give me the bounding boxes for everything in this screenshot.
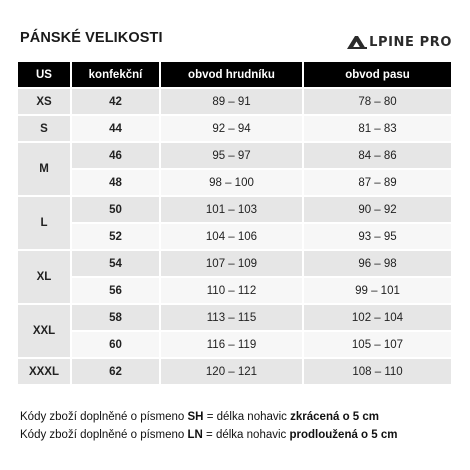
- waist-cell: 105 – 107: [304, 330, 451, 357]
- waist-cell: 96 – 98: [304, 249, 451, 276]
- table-row: [18, 222, 451, 249]
- alpine-pro-mountain-a-icon: [346, 34, 368, 50]
- table-row: [18, 249, 451, 276]
- note-emphasis: zkrácená o 5 cm: [290, 411, 379, 423]
- chest-cell: 120 – 121: [161, 357, 304, 384]
- table-row: [18, 114, 451, 141]
- us-size-cell: M: [18, 141, 72, 195]
- waist-cell: 108 – 110: [304, 357, 451, 384]
- table-row: [18, 276, 451, 303]
- note-line: [20, 408, 398, 426]
- waist-cell: 99 – 101: [304, 276, 451, 303]
- chest-cell: 95 – 97: [161, 141, 304, 168]
- konfekcni-cell: 62: [72, 357, 161, 384]
- konfekcni-cell: 56: [72, 276, 161, 303]
- note-middle: = délka nohavic: [202, 429, 290, 441]
- table-row: [18, 87, 451, 114]
- konfekcni-cell: 42: [72, 87, 161, 114]
- size-table: [18, 62, 451, 384]
- table-row: [18, 195, 451, 222]
- konfekcni-cell: 60: [72, 330, 161, 357]
- chest-cell: 113 – 115: [161, 303, 304, 330]
- us-size-cell: XXXL: [18, 357, 72, 384]
- notes: [20, 408, 398, 444]
- table-row: [18, 357, 451, 384]
- chest-cell: 89 – 91: [161, 87, 304, 114]
- waist-cell: 78 – 80: [304, 87, 451, 114]
- brand-logo: [346, 32, 452, 52]
- table-row: [18, 168, 451, 195]
- page-title: PÁNSKÉ VELIKOSTI: [20, 30, 163, 46]
- waist-cell: 87 – 89: [304, 168, 451, 195]
- header-konfekcni: konfekční: [72, 62, 161, 87]
- waist-cell: 84 – 86: [304, 141, 451, 168]
- konfekcni-cell: 58: [72, 303, 161, 330]
- us-size-cell: XXL: [18, 303, 72, 357]
- brand-name: LPINE PRO: [369, 34, 452, 50]
- note-emphasis: prodloužená o 5 cm: [289, 429, 398, 441]
- note-code: LN: [187, 429, 203, 441]
- chest-cell: 116 – 119: [161, 330, 304, 357]
- us-size-cell: S: [18, 114, 72, 141]
- waist-cell: 81 – 83: [304, 114, 451, 141]
- konfekcni-cell: 44: [72, 114, 161, 141]
- note-code: SH: [187, 411, 204, 423]
- chest-cell: 98 – 100: [161, 168, 304, 195]
- header-chest: obvod hrudníku: [161, 62, 304, 87]
- header-waist: obvod pasu: [304, 62, 451, 87]
- note-prefix: Kódy zboží doplněné o písmeno: [20, 411, 188, 423]
- table-header-row: [18, 62, 451, 87]
- table-row: [18, 330, 451, 357]
- chest-cell: 104 – 106: [161, 222, 304, 249]
- konfekcni-cell: 54: [72, 249, 161, 276]
- header-us: US: [18, 62, 72, 87]
- us-size-cell: XS: [18, 87, 72, 114]
- waist-cell: 102 – 104: [304, 303, 451, 330]
- note-middle: = délka nohavic: [203, 411, 291, 423]
- chest-cell: 92 – 94: [161, 114, 304, 141]
- note-prefix: Kódy zboží doplněné o písmeno: [20, 429, 188, 441]
- note-line: [20, 426, 398, 444]
- konfekcni-cell: 48: [72, 168, 161, 195]
- table-row: [18, 141, 451, 168]
- konfekcni-cell: 50: [72, 195, 161, 222]
- chest-cell: 107 – 109: [161, 249, 304, 276]
- waist-cell: 90 – 92: [304, 195, 451, 222]
- konfekcni-cell: 52: [72, 222, 161, 249]
- waist-cell: 93 – 95: [304, 222, 451, 249]
- us-size-cell: L: [18, 195, 72, 249]
- us-size-cell: XL: [18, 249, 72, 303]
- chest-cell: 101 – 103: [161, 195, 304, 222]
- table-row: [18, 303, 451, 330]
- chest-cell: 110 – 112: [161, 276, 304, 303]
- konfekcni-cell: 46: [72, 141, 161, 168]
